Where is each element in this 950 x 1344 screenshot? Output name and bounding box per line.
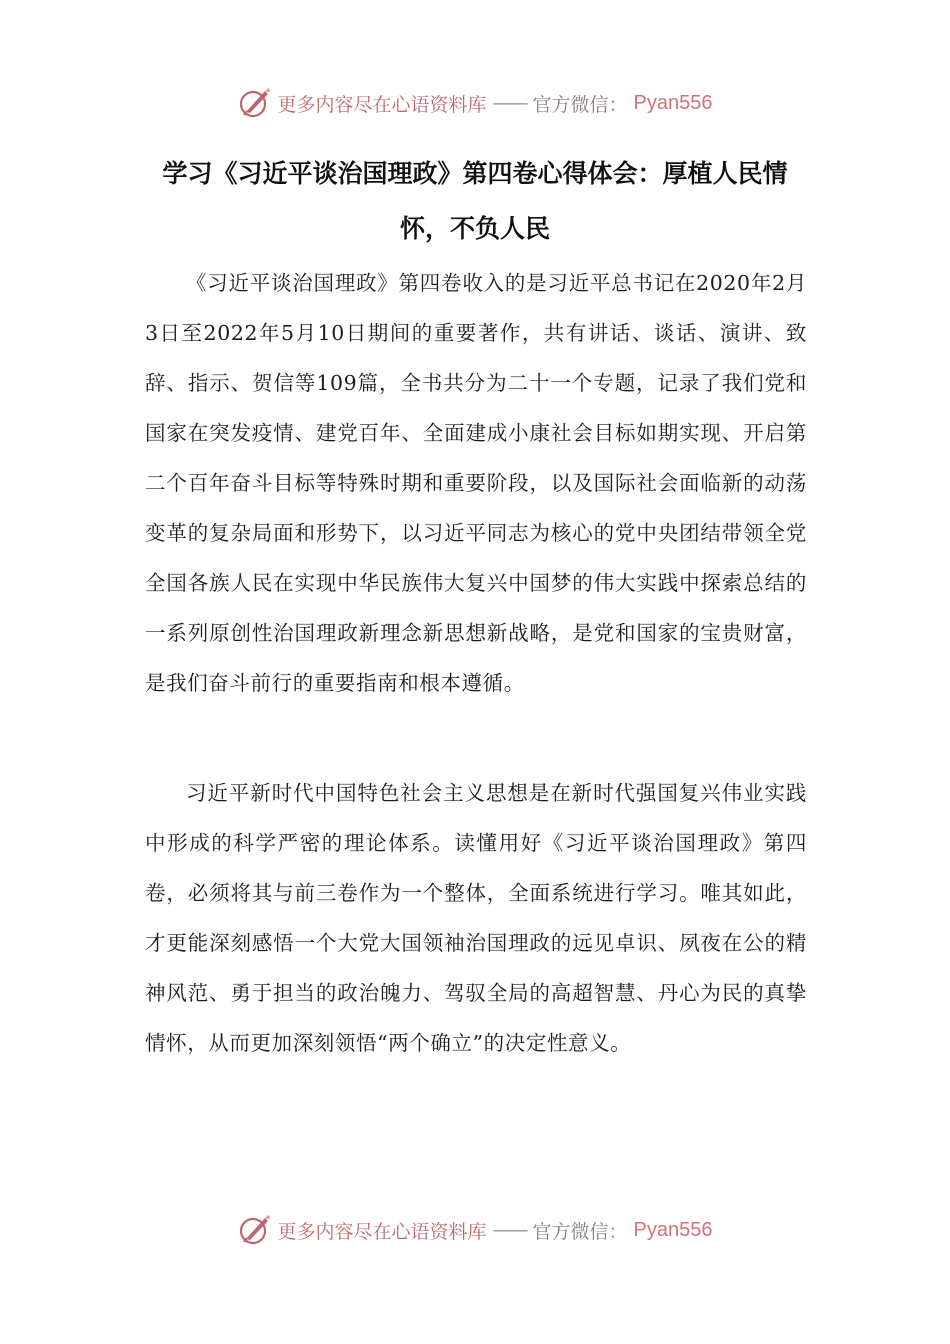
paragraph-1: 《习近平谈治国理政》第四卷收入的是习近平总书记在2020年2月3日至2022年5月10日期间的重要著作，共有讲话、谈话、演讲、致辞、指示、贺信等109篇，全书共分为二十一个专题，记录了我们党和国家在突发疫情、建党百年、全面建成小康社会目标如期实现、开启第二个百年奋斗目标等特殊时期和重要阶段，以及国际社会面临新的动荡变革的复杂局面和形势下，以习近平同志为核心的党中央团结带领全党全国各族人民在实现中华民族伟大复兴中国梦的伟大实践中探索总结的一系列原创性治国理政新理念新思想新战略，是党和国家的宝贵财富，是我们奋斗前行的重要指南和根本遵循。 — [145, 271, 807, 695]
banner-dash: —— — [492, 1219, 527, 1241]
banner-wechat-label: 官方微信： — [532, 93, 628, 116]
quill-pen-logo-icon — [238, 1213, 272, 1247]
banner-account: Pyan556 — [633, 91, 713, 114]
banner-site-text: 更多内容尽在心语资料库 — [277, 93, 487, 116]
header-banner — [0, 83, 950, 123]
banner-wechat-label: 官方微信： — [532, 1220, 628, 1243]
document-title: 学习《习近平谈治国理政》第四卷心得体会：厚植人民情怀，不负人民 — [162, 159, 788, 243]
paragraph-2: 习近平新时代中国特色社会主义思想是在新时代强国复兴伟业实践中形成的科学严密的理论体系。读懂用好《习近平谈治国理政》第四卷，必须将其与前三卷作为一个整体，全面系统进行学习。唯其如此，才更能深刻感悟一个大党大国领袖治国理政的远见卓识、夙夜在公的精神风范、勇于担当的政治魄力、驾驭全局的高超智慧、丹心为民的真挚情怀，从而更加深刻领悟“两个确立”的决定性意义。 — [145, 781, 807, 1055]
quill-pen-logo-icon — [238, 86, 272, 120]
banner-dash: —— — [492, 92, 527, 114]
banner-site-text: 更多内容尽在心语资料库 — [277, 1220, 487, 1243]
footer-banner — [0, 1210, 950, 1250]
banner-account: Pyan556 — [633, 1218, 713, 1241]
